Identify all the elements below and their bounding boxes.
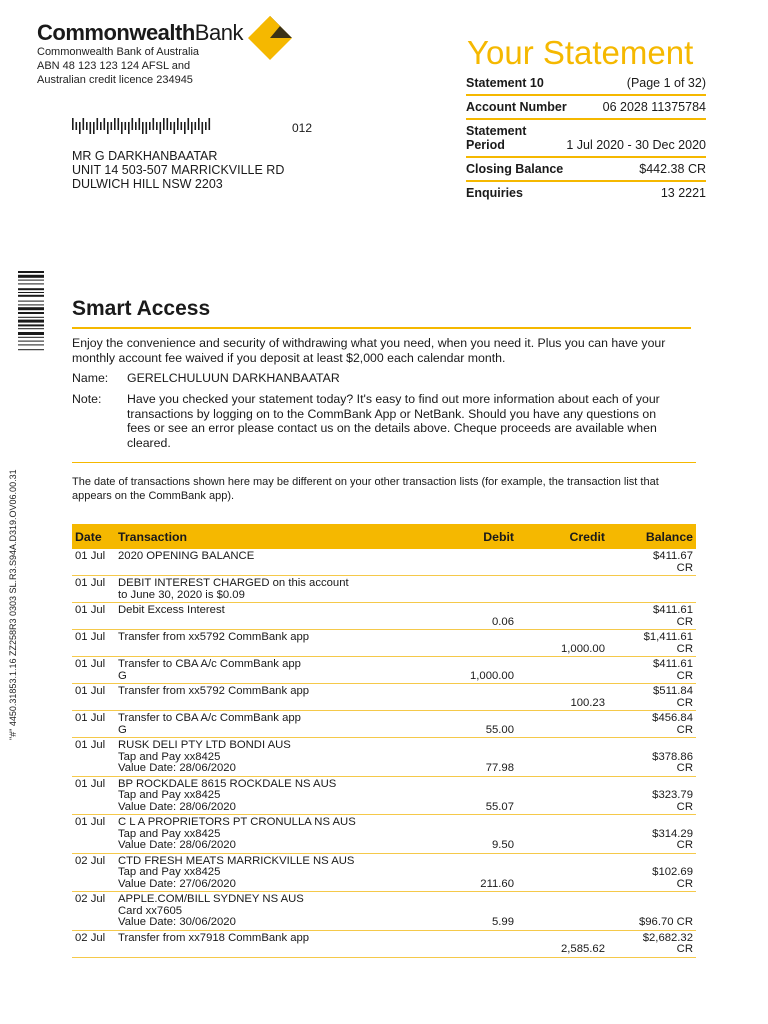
tx-credit — [517, 576, 631, 603]
tx-credit — [517, 738, 631, 777]
tx-credit — [517, 603, 631, 630]
tx-date: 01 Jul — [72, 549, 115, 576]
table-row — [72, 549, 696, 576]
side-barcode-icon — [18, 271, 44, 391]
transaction-date-disclaimer: The date of transactions shown here may be different on your other transaction lists (for example, the transaction list that appears on the CommBank app). — [72, 476, 659, 502]
address-line: DULWICH HILL NSW 2203 — [72, 177, 223, 191]
name-label: Name: — [72, 371, 109, 385]
account-holder-name: GERELCHULUUN DARKHANBAATAR — [127, 371, 340, 385]
tx-balance: $314.29 CR — [631, 815, 696, 854]
table-row — [72, 576, 696, 603]
table-row — [72, 603, 696, 630]
tx-description-line: Value Date: 28/06/2020 — [118, 800, 236, 813]
tx-credit: 100.23 — [517, 684, 631, 711]
tx-description-line: Transfer from xx7918 CommBank app — [118, 931, 310, 944]
table-row — [72, 684, 696, 711]
mail-sort-code: 012 — [292, 121, 313, 135]
tx-balance: $411.67 CR — [631, 549, 696, 576]
tx-description — [115, 776, 391, 815]
bank-detail-line: Commonwealth Bank of Australia — [37, 46, 200, 58]
tx-description-line: Value Date: 30/06/2020 — [118, 916, 236, 928]
tx-description-line: Debit Excess Interest — [118, 604, 225, 616]
tx-description — [115, 684, 391, 711]
table-row — [72, 815, 696, 854]
tx-description-line: Transfer to CBA A/c CommBank app — [118, 712, 301, 724]
tx-debit — [391, 930, 517, 957]
tx-description-line: Transfer to CBA A/c CommBank app — [118, 658, 301, 670]
table-row — [72, 738, 696, 777]
logo-thin-text: Bank — [194, 20, 243, 45]
bank-logo-wordmark — [37, 20, 243, 46]
tx-date: 01 Jul — [72, 684, 115, 711]
tx-date: 01 Jul — [72, 815, 115, 854]
table-row — [72, 776, 696, 815]
col-debit: Debit — [391, 524, 517, 549]
bank-details — [37, 45, 199, 87]
note-field — [72, 392, 692, 452]
tx-description — [115, 853, 391, 892]
summary-row-account — [466, 96, 706, 120]
tx-description-line: CTD FRESH MEATS MARRICKVILLE NS AUS — [118, 854, 355, 867]
address-line: UNIT 14 503-507 MARRICKVILLE RD — [72, 163, 285, 177]
address-line: MR G DARKHANBAATAR — [72, 149, 218, 163]
tx-description-line: Value Date: 27/06/2020 — [118, 877, 236, 890]
account-number-label: Account Number — [466, 100, 567, 114]
tx-description-line: 2020 OPENING BALANCE — [118, 550, 255, 562]
tx-description-line: Value Date: 28/06/2020 — [118, 762, 236, 774]
table-header-row — [72, 524, 696, 549]
logo-bold-text: Commonwealth — [37, 20, 195, 45]
table-row — [72, 630, 696, 657]
tx-date: 01 Jul — [72, 776, 115, 815]
tx-debit: 55.00 — [391, 711, 517, 738]
closing-balance: $442.38 CR — [639, 162, 706, 176]
tx-balance: $411.61 CR — [631, 657, 696, 684]
tx-balance: $1,411.61 CR — [631, 630, 696, 657]
tx-description — [115, 603, 391, 630]
tx-debit — [391, 576, 517, 603]
tx-balance: $511.84 CR — [631, 684, 696, 711]
tx-date: 02 Jul — [72, 853, 115, 892]
table-row — [72, 853, 696, 892]
title-divider — [72, 327, 691, 329]
table-row — [72, 930, 696, 957]
col-balance: Balance — [631, 524, 696, 549]
tx-date: 01 Jul — [72, 603, 115, 630]
tx-credit — [517, 776, 631, 815]
tx-balance: $378.86 CR — [631, 738, 696, 777]
tx-description — [115, 657, 391, 684]
tx-balance: $2,682.32 CR — [631, 930, 696, 957]
tx-debit — [391, 630, 517, 657]
mailing-address — [72, 149, 284, 191]
tx-description — [115, 738, 391, 777]
summary-row-period — [466, 120, 706, 158]
enquiries-label: Enquiries — [466, 186, 523, 200]
section-divider — [72, 462, 696, 463]
tx-description-line: Tap and Pay xx8425 — [118, 789, 221, 801]
tx-balance: $102.69 CR — [631, 853, 696, 892]
table-row — [72, 892, 696, 931]
statement-title: Your Statement — [467, 34, 694, 71]
tx-credit — [517, 892, 631, 931]
tx-date: 01 Jul — [72, 711, 115, 738]
tx-description-line: Transfer from xx5792 CommBank app — [118, 685, 310, 697]
tx-description-line: BP ROCKDALE 8615 ROCKDALE NS AUS — [118, 777, 337, 790]
tx-description-line: C L A PROPRIETORS PT CRONULLA NS AUS — [118, 816, 356, 828]
tx-debit: 1,000.00 — [391, 657, 517, 684]
note-text: Have you checked your statement today? It's easy to find out more information about each of your transactions by logging on to the CommBank App or NetBank. Should you have any questions on fees or see an error please contact us on the details above. Cheque proceeds are available when cleared. — [127, 392, 660, 450]
tx-description — [115, 892, 391, 931]
tx-description-line: G — [118, 723, 127, 736]
tx-description-line: to June 30, 2020 is $0.09 — [118, 588, 245, 601]
summary-row-statement — [466, 72, 706, 96]
tx-debit: 211.60 — [391, 853, 517, 892]
note-label: Note: — [72, 392, 102, 406]
tx-description — [115, 815, 391, 854]
period-label-line2: Period — [466, 138, 505, 152]
tx-debit — [391, 684, 517, 711]
tx-balance: $323.79 CR — [631, 776, 696, 815]
tx-credit: 2,585.62 — [517, 930, 631, 957]
tx-description — [115, 930, 391, 957]
tx-credit — [517, 657, 631, 684]
tx-description-line: Value Date: 28/06/2020 — [118, 839, 236, 851]
transactions-table — [72, 524, 696, 958]
tx-description — [115, 630, 391, 657]
tx-debit: 9.50 — [391, 815, 517, 854]
side-print-code: "#" 4450.31853.1.16 ZZ258R3 0303 SL.R3.S94A.D319.OV06.00.31 — [8, 469, 18, 740]
table-row — [72, 657, 696, 684]
tx-description-line: DEBIT INTEREST CHARGED on this account — [118, 577, 349, 589]
table-row — [72, 711, 696, 738]
tx-date: 01 Jul — [72, 657, 115, 684]
account-type-title: Smart Access — [72, 297, 211, 320]
statement-period-label — [466, 124, 526, 152]
tx-debit — [391, 549, 517, 576]
tx-credit — [517, 711, 631, 738]
bank-logo-diamond-icon — [246, 14, 294, 62]
tx-description-line: Transfer from xx5792 CommBank app — [118, 631, 310, 643]
tx-description — [115, 576, 391, 603]
tx-balance: $411.61 CR — [631, 603, 696, 630]
col-transaction: Transaction — [115, 524, 391, 549]
statement-summary — [466, 72, 706, 204]
tx-date: 01 Jul — [72, 630, 115, 657]
col-date: Date — [72, 524, 115, 549]
bank-detail-line: ABN 48 123 123 124 AFSL and — [37, 60, 191, 72]
tx-balance — [631, 576, 696, 603]
tx-description — [115, 549, 391, 576]
tx-description-line: APPLE.COM/BILL SYDNEY NS AUS — [118, 893, 304, 905]
summary-row-closing — [466, 158, 706, 182]
tx-balance: $456.84 CR — [631, 711, 696, 738]
page-count: (Page 1 of 32) — [626, 76, 706, 90]
tx-credit: 1,000.00 — [517, 630, 631, 657]
tx-credit — [517, 549, 631, 576]
col-credit: Credit — [517, 524, 631, 549]
tx-debit: 5.99 — [391, 892, 517, 931]
period-label-line1: Statement — [466, 124, 527, 138]
account-number: 06 2028 11375784 — [602, 100, 706, 114]
tx-debit: 0.06 — [391, 603, 517, 630]
tx-balance: $96.70 CR — [631, 892, 696, 931]
tx-description-line: G — [118, 669, 127, 682]
tx-description-line: Tap and Pay xx8425 — [118, 750, 221, 763]
tx-date: 02 Jul — [72, 892, 115, 931]
statement-number: Statement 10 — [466, 76, 544, 90]
bank-detail-line: Australian credit licence 234945 — [37, 74, 193, 86]
tx-description-line: Tap and Pay xx8425 — [118, 827, 221, 840]
tx-date: 01 Jul — [72, 576, 115, 603]
account-intro: Enjoy the convenience and security of withdrawing what you need, when you need it. Plus you can have your monthly account fee waived if you deposit at least $2,000 each calendar month. — [72, 336, 666, 365]
tx-description-line: Tap and Pay xx8425 — [118, 866, 221, 878]
enquiries-number: 13 2221 — [660, 186, 706, 200]
tx-date: 02 Jul — [72, 930, 115, 957]
name-field — [72, 371, 692, 387]
tx-date: 01 Jul — [72, 738, 115, 777]
tx-description-line: Card xx7605 — [118, 904, 183, 917]
tx-debit: 77.98 — [391, 738, 517, 777]
tx-description-line: RUSK DELI PTY LTD BONDI AUS — [118, 739, 291, 751]
tx-description — [115, 711, 391, 738]
postal-barcode-icon — [72, 118, 214, 134]
tx-debit: 55.07 — [391, 776, 517, 815]
tx-credit — [517, 815, 631, 854]
closing-balance-label: Closing Balance — [466, 162, 564, 176]
statement-period: 1 Jul 2020 - 30 Dec 2020 — [566, 138, 706, 152]
tx-credit — [517, 853, 631, 892]
summary-row-enquiries — [466, 182, 706, 204]
